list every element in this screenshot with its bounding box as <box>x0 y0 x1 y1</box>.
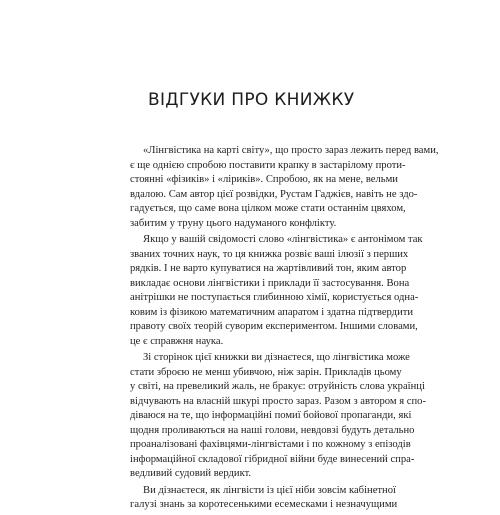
text-line: Зі сторінок цієї книжки ви дізнаєтеся, що лінгвістика може <box>143 352 410 363</box>
text-line: у світі, на превеликий жаль, не бракує: отруйність слова українці <box>130 381 425 392</box>
text-line: рядків. І не варто купуватися на жартівливий тон, яким автор <box>130 263 407 274</box>
text-line: галузі знань за коротесенькими есемесками і незначущими <box>130 499 398 510</box>
text-line: гадується, що саме вона цілком може стати останнім цвяхом, <box>130 203 406 214</box>
review-paragraph <box>130 233 423 349</box>
text-line: це є справжня наука. <box>130 335 224 347</box>
text-line: анітрішки не поступається глибинною хімії, користується одна- <box>130 292 419 303</box>
text-line: правоту своїх теорій суворим експериментом. Іншими словами, <box>130 321 418 332</box>
text-line: стоянні «фізиків» і «ліриків». Спробою, як на мене, вельми <box>130 174 398 185</box>
text-line: інформаційної складової гібридної війни буде винесений спра- <box>130 453 415 465</box>
text-line: діваюся на те, що інформаційні помиї бойової пропаганди, які <box>130 410 412 421</box>
text-line: відчувають на власній шкурі просто зараз. Разом з автором я спо- <box>130 395 426 407</box>
review-text <box>130 144 439 515</box>
text-line: є ще однією спробою поставити крапку в застарілому проти- <box>130 159 406 171</box>
text-line: щодня проливаються на наші голови, невдовзі будуть детально <box>130 424 415 436</box>
text-line: ковим із фізикою математичним апаратом і здатна підтвердити <box>130 306 414 318</box>
page-title: ВІДГУКИ ПРО КНИЖКУ <box>148 90 355 110</box>
text-line: «Лінгвістика на карті світу», що просто зараз лежить перед вами, <box>143 145 439 156</box>
review-paragraph <box>130 484 398 513</box>
text-line: званих точних наук, то ця книжка розвіє ваші ілюзії з перших <box>130 248 409 260</box>
text-line: Ви дізнаєтеся, як лінгвісти із цієї ніби зовсім кабінетної <box>143 484 396 496</box>
review-paragraph <box>130 351 426 482</box>
text-line: забитим у труну цього надуманого конфлікту. <box>130 217 337 229</box>
text-line: стати зброєю не менш убивчою, ніж зарін. Прикладів цьому <box>130 366 402 378</box>
text-line: вдалою. Сам автор цієї розвідки, Рустам Гаджієв, навіть не здо- <box>130 188 418 200</box>
review-paragraph <box>130 144 439 231</box>
text-line: викладає основи лінгвістики і приклади її застосування. Вона <box>130 277 410 289</box>
text-line: ведливий судовий вердикт. <box>130 468 252 479</box>
text-line: проаналізовані фахівцями-лінгвістами і по кожному з епізодів <box>130 439 411 450</box>
text-line: Якщо у вашій свідомості слово «лінгвістика» є антонімом так <box>143 234 423 245</box>
